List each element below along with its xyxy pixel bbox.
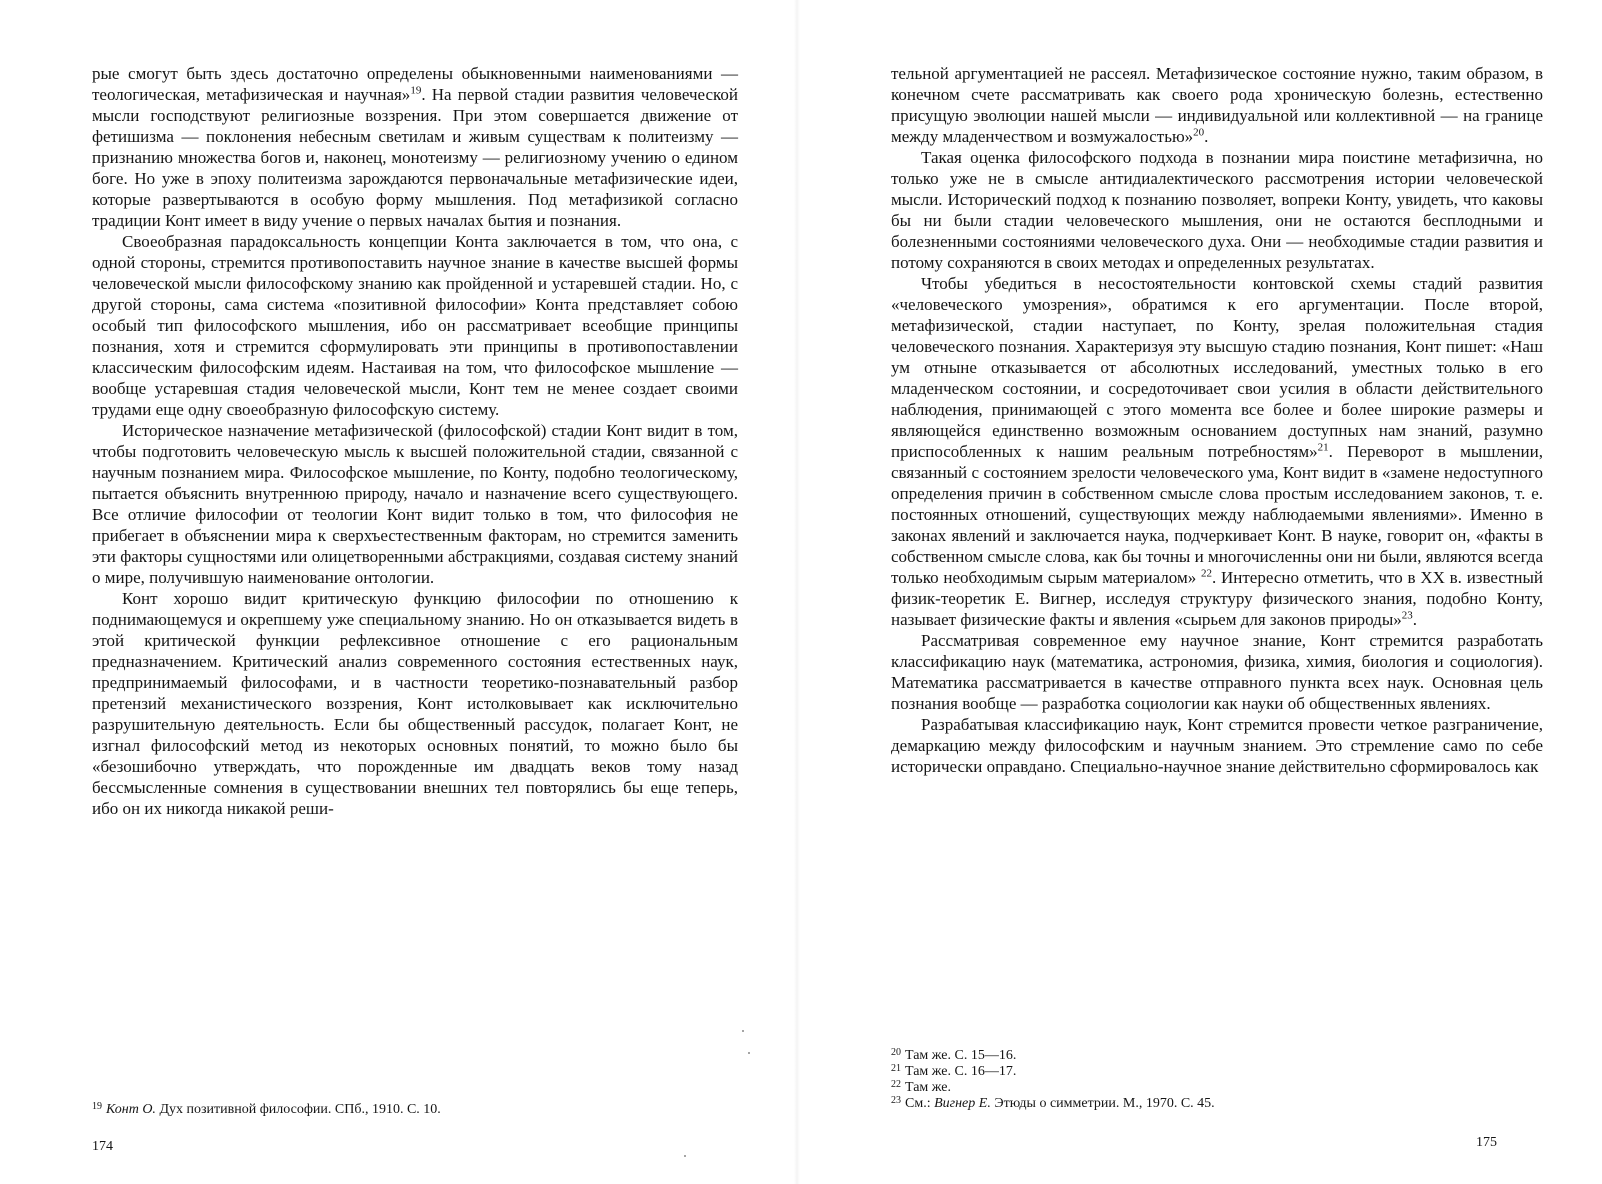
- footnote-ref: 21: [1317, 441, 1329, 454]
- footnote-number: 23: [891, 1095, 901, 1106]
- paragraph: тельной аргументацией не рассеял. Метафизическое состояние нужно, таким образом, в конечном счете рассматривать как своего рода хроническую болезнь, естественно присущую эволюции нашей мысли — индивидуальной или коллективной — на границе между младенчеством и возмужалостью»$^{20}$.: [891, 64, 1543, 146]
- footnote-author: Вигнер Е.: [934, 1096, 991, 1111]
- footnote-ref: 20: [1193, 126, 1205, 139]
- scan-speck: [684, 1155, 686, 1157]
- left-footnotes: [92, 1102, 738, 1118]
- footnote-ref: 23: [1401, 609, 1413, 622]
- footnote-number: 22: [891, 1079, 901, 1090]
- paragraph: Конт хорошо видит критическую функцию философии по отношению к поднимающемуся и окрепшему уже специальному знанию. Но он отказывается видеть в этой критической функции рефлексивное отношение с его рациональным предназначением. Критический анализ современного состояния естественных наук, предпринимаемый философами, и в частности теоретико-познавательный разбор претензий механистического воззрения, Конт истолковывает как исключительно разрушительную деятельность. Если бы общественный рассудок, полагает Конт, не изгнал философский метод из некоторых основных понятий, то можно было бы «безошибочно утверждать, что порожденные им двадцать веков тому назад бессмысленные сомнения в существовании внешних тел повторялись бы еще теперь, ибо он их никогда никакой реши-: [92, 589, 738, 818]
- footnote-number: 21: [891, 1063, 901, 1074]
- footnote-ref: 19: [410, 84, 422, 97]
- paragraph: Историческое назначение метафизической (философской) стадии Конт видит в том, чтобы подготовить человеческую мысль к высшей положительной стадии, связанной с научным познанием мира. Философское мышление, по Конту, подобно теологическому, пытается объяснить внутреннюю природу, начало и назначение всего существующего. Все отличие философии от теологии Конт видит только в том, что философия не прибегает в объяснении мира к сверхъестественным факторам, но стремится заменить эти факторы сущностями или олицетворенными абстракциями, создавая систему знаний о мире, получившую наименование онтологии.: [92, 421, 738, 587]
- page-number: 175: [1476, 1135, 1497, 1150]
- paragraph: Своеобразная парадоксальность концепции Конта заключается в том, что она, с одной стороны, стремится противопоставить научное знание в качестве высшей формы человеческой мысли философскому знанию как пройденной и устаревшей стадии. Но, с другой стороны, сама система «позитивной философии» Конта представляет собою особый тип философского мышления, ибо он рассматривает всеобщие принципы познания, хотя и стремится сформулировать эти принципы в противопоставлении классическим философским идеям. Настаивая на том, что философское мышление — вообще устаревшая стадия человеческой мысли, Конт тем не менее создает своими трудами еще одну своеобразную философскую систему.: [92, 232, 738, 419]
- left-page-body: [92, 63, 738, 819]
- scan-speck: [742, 1030, 744, 1032]
- footnote-item: [891, 1096, 1543, 1112]
- footnote-number: 19: [92, 1101, 102, 1112]
- right-footnotes: [891, 1048, 1543, 1112]
- paragraph: Разрабатывая классификацию наук, Конт стремится провести четкое разграничение, демаркацию между философским и научным знанием. Это стремление само по себе исторически оправдано. Специально-научное знание действительно сформировалось как: [891, 715, 1543, 776]
- paragraph: Такая оценка философского подхода в познании мира поистине метафизична, но только уже не в смысле антидиалектического рассмотрения истории человеческой мысли. Исторический подход к познанию позволяет, вопреки Конту, увидеть, что каковы бы ни были стадии человеческого мышления, они не остаются бесплодными и болезненными состояниями человеческого духа. Они — необходимые стадии развития и потому сохраняются в своих методах и определенных результатах.: [891, 148, 1543, 272]
- paragraph: рые смогут быть здесь достаточно определены обыкновенными наименованиями — теологическая, метафизическая и научная»$^{19}$. На первой стадии развития человеческой мысли господствуют религиозные воззрения. При этом совершается движение от фетишизма — поклонения небесным светилам и живым существам к политеизму — признанию множества богов и, наконец, монотеизму — религиозному учению о едином боге. Но уже в эпоху политеизма зарождаются первоначальные метафизические идеи, которые развертываются в особую форму мышления. Под метафизикой согласно традиции Конт имеет в виду учение о первых началах бытия и познания.: [92, 64, 739, 230]
- footnote-text: Этюды о симметрии. М., 1970. С. 45.: [990, 1096, 1215, 1111]
- footnote-ref: 22: [1200, 567, 1212, 580]
- footnote-prefix: См.:: [905, 1096, 935, 1111]
- footnote-text: Там же. С. 15—16.: [905, 1048, 1017, 1063]
- footnote-text: Дух позитивной философии. СПб., 1910. С. 10.: [155, 1102, 441, 1117]
- footnote-text: Там же. С. 16—17.: [905, 1064, 1017, 1079]
- paragraph: Рассматривая современное ему научное знание, Конт стремится разработать классификацию наук (математика, астрономия, физика, химия, биология и социология). Математика рассматривается в качестве отправного пункта всех наук. Основная цель познания вообще — разработка социологии как науки об общественных явлениях.: [891, 631, 1543, 713]
- right-page: [801, 0, 1602, 1184]
- footnote-item: [891, 1048, 1543, 1064]
- page-number: 174: [92, 1139, 113, 1154]
- footnote-text: Там же.: [905, 1080, 951, 1095]
- footnote-item: [891, 1064, 1543, 1080]
- footnote-number: 20: [891, 1047, 901, 1058]
- paragraph: Чтобы убедиться в несостоятельности контовской схемы стадий развития «человеческого умозрения», обратимся к его аргументации. После второй, метафизической, стадии наступает, по Конту, зрелая положительная стадия человеческого познания. Характеризуя эту высшую стадию познания, Конт пишет: «Наш ум отныне отказывается от абсолютных исследований, уместных только в его младенческом состоянии, и сосредоточивает свои усилия в области действительного наблюдения, принимающей с этого момента все более и более широкие размеры и являющейся единственно возможным основанием доступных нам знаний, разумно приспособленных к нашим реальным потребностям»$^{21}$. Переворот в мышлении, связанный с состоянием зрелости человеческого ума, Конт видит в «замене недоступного определения причин в собственном смысле слова простым исследованием законов, т. е. постоянных отношений, существующих между наблюдаемыми явлениями». Именно в законах явлений и заключается наука, подчеркивает Конт. В науке, говорит он, «факты в собственном смысле слова, как бы точны и многочисленны они ни были, являются всегда только необходимым сырым материалом» $^{22}$. Интересно отметить, что в XX в. известный физик-теоретик Е. Вигнер, исследуя структуру физического знания, подобно Конту, называет физические факты и явления «сырьем для законов природы»$^{23}$.: [891, 274, 1544, 629]
- footnote-author: Конт О.: [106, 1102, 156, 1117]
- footnote-item: [92, 1102, 738, 1118]
- footnote-item: [891, 1080, 1543, 1096]
- book-spine: [794, 0, 800, 1184]
- right-page-body: [891, 63, 1543, 777]
- scan-speck: [748, 1052, 750, 1054]
